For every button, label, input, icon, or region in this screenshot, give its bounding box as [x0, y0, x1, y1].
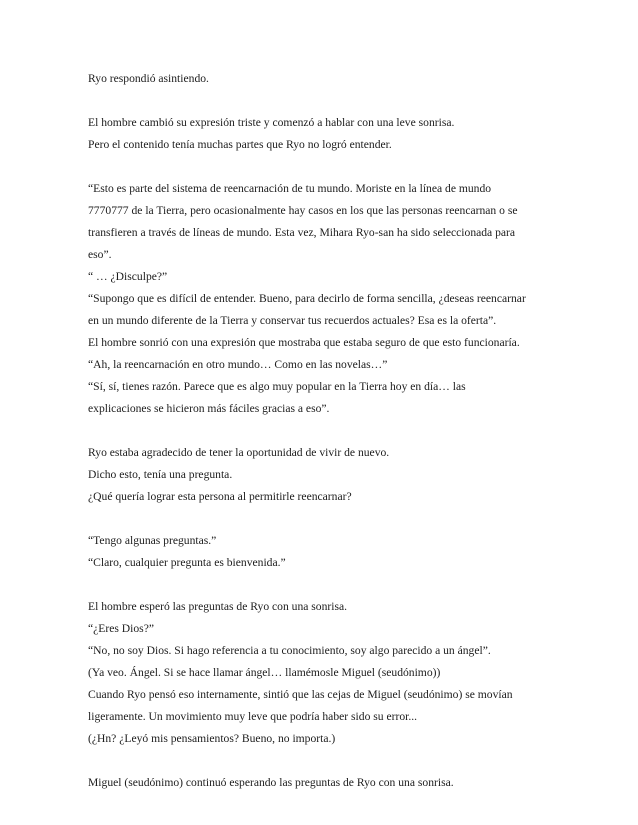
paragraph-line: Cuando Ryo pensó eso internamente, sintió que las cejas de Miguel (seudónimo) se movían [88, 688, 513, 701]
paragraph-line: “No, no soy Dios. Si hago referencia a tu conocimiento, soy algo parecido a un ángel”. [88, 644, 491, 657]
paragraph-line: 7770777 de la Tierra, pero ocasionalmente hay casos en los que las personas reencarnan o se [88, 204, 518, 217]
paragraph-line: El hombre esperó las preguntas de Ryo con una sonrisa. [88, 600, 348, 613]
paragraph-line: El hombre sonrió con una expresión que mostraba que estaba seguro de que esto funcionaría. [88, 336, 520, 349]
paragraph-line: “Supongo que es difícil de entender. Bueno, para decirlo de forma sencilla, ¿deseas reencarnar [88, 292, 526, 305]
paragraph-line: Ryo respondió asintiendo. [88, 72, 209, 85]
paragraph-line: transfieren a través de líneas de mundo. Esta vez, Mihara Ryo-san ha sido seleccionada para [88, 226, 516, 239]
paragraph-line: El hombre cambió su expresión triste y comenzó a hablar con una leve sonrisa. [88, 116, 455, 129]
paragraph-line: ¿Qué quería lograr esta persona al permitirle reencarnar? [88, 490, 352, 503]
paragraph-line: “¿Eres Dios?” [88, 622, 154, 635]
document-body [88, 68, 558, 794]
paragraph-line: “Esto es parte del sistema de reencarnación de tu mundo. Moriste en la línea de mundo [88, 182, 492, 195]
paragraph-line: eso”. [88, 248, 112, 261]
paragraph-line: (Ya veo. Ángel. Si se hace llamar ángel… llamémosle Miguel (seudónimo)) [88, 666, 441, 679]
blank-line [88, 420, 558, 442]
blank-line [88, 90, 558, 112]
paragraph-line: Ryo estaba agradecido de tener la oportunidad de vivir de nuevo. [88, 446, 390, 459]
paragraph-line: “Tengo algunas preguntas.” [88, 534, 217, 547]
paragraph-line: Pero el contenido tenía muchas partes que Ryo no logró entender. [88, 138, 392, 151]
blank-line [88, 574, 558, 596]
paragraph-line: “Ah, la reencarnación en otro mundo… Como en las novelas…” [88, 358, 388, 371]
blank-line [88, 156, 558, 178]
blank-line [88, 750, 558, 772]
paragraph-line: (¿Hn? ¿Leyó mis pensamientos? Bueno, no importa.) [88, 732, 336, 745]
paragraph-line: Dicho esto, tenía una pregunta. [88, 468, 233, 481]
paragraph-line: ligeramente. Un movimiento muy leve que podría haber sido su error... [88, 710, 418, 723]
paragraph-line: explicaciones se hicieron más fáciles gracias a eso”. [88, 402, 330, 415]
paragraph-line: en un mundo diferente de la Tierra y conservar tus recuerdos actuales? Esa es la oferta”. [88, 314, 497, 327]
paragraph-line: “Claro, cualquier pregunta es bienvenida.” [88, 556, 286, 569]
paragraph-line: “ … ¿Disculpe?” [88, 270, 168, 283]
paragraph-line: Miguel (seudónimo) continuó esperando las preguntas de Ryo con una sonrisa. [88, 776, 454, 789]
blank-line [88, 508, 558, 530]
paragraph-line: “Sí, sí, tienes razón. Parece que es algo muy popular en la Tierra hoy en día… las [88, 380, 466, 393]
